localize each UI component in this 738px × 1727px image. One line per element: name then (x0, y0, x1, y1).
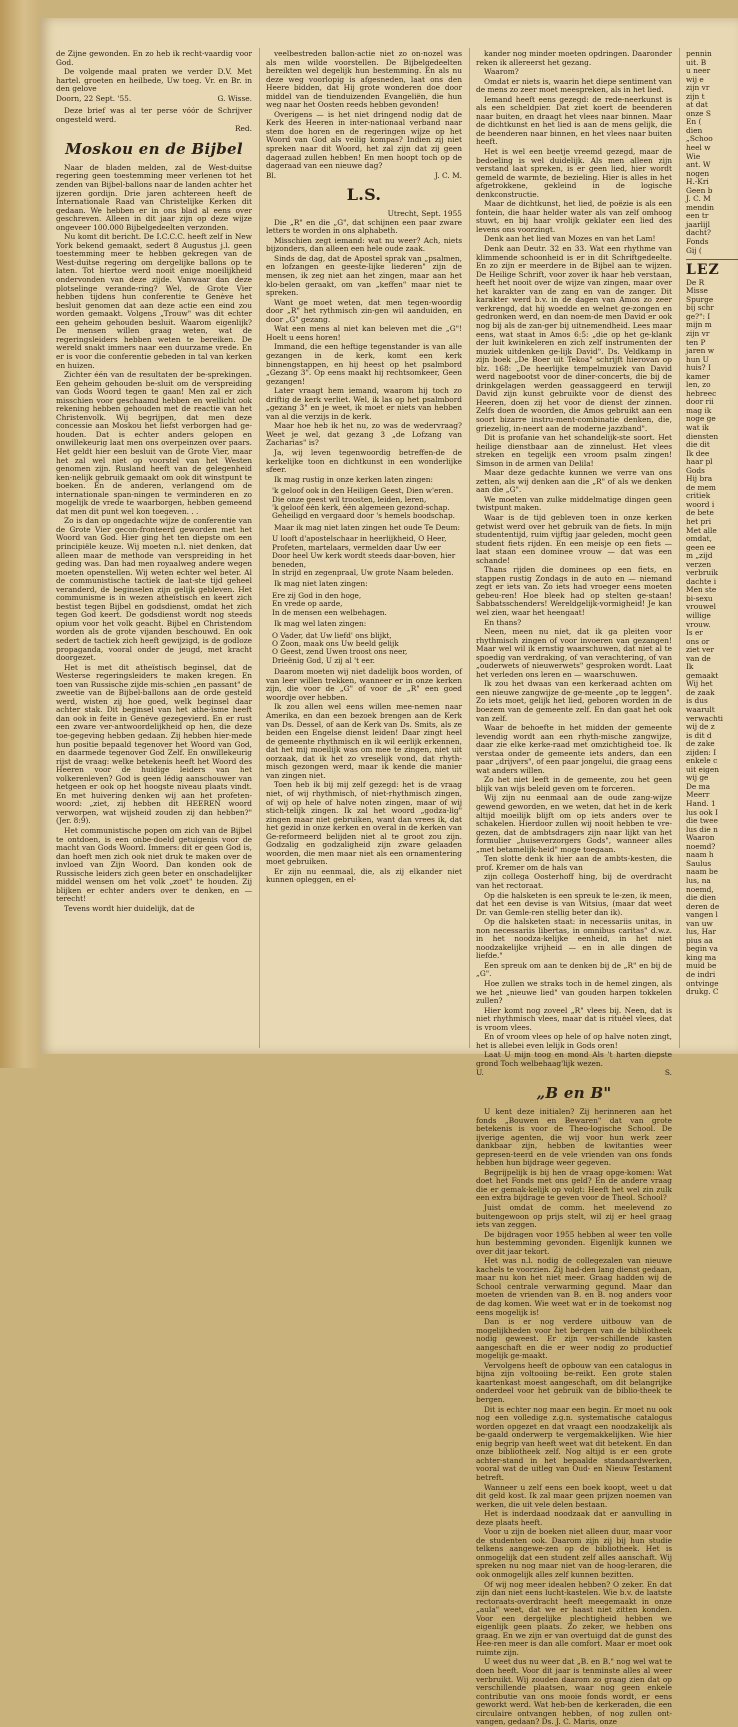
article-heading-moskou: Moskou en de Bijbel (65, 139, 243, 158)
cropped-line: bi-sexu (686, 593, 713, 603)
body-paragraph: Waarom? (484, 67, 519, 77)
article-body (266, 50, 462, 171)
article-heading-b-en-b: „B en B" (536, 1083, 612, 1102)
hymn-verse (272, 535, 462, 577)
body-paragraph: Vervolgens heeft de opbouw van een catalogus in bijna zijn voltooiing be-reikt. Een grote stalen kaartenkast moest aangeschaft, om dit belangrijke onderdeel voor het gebruik van de biblio-theek te bergen. (476, 1360, 672, 1405)
signature-line (476, 1069, 672, 1078)
article-body (56, 164, 252, 914)
verse-line: Profeten, martelaars, vermelden daar Uw eer (272, 542, 441, 552)
cropped-line: onze S (686, 108, 711, 118)
cropped-line: muid be (686, 961, 717, 971)
cropped-line: ge?": I (686, 311, 711, 321)
body-paragraph: Wanneer u zelf eens een boek koopt, weet u dat dit geld kost. Ik zal maar geen prijzen noemen van werken, die uit vele delen bestaan. (476, 1482, 672, 1509)
cropped-line: dacht? (686, 228, 711, 238)
signature-line (56, 95, 252, 104)
body-paragraph: Misschien zegt iemand: wat nu weer? Ach, niets bijzonders, dan alleen een hele oude zaak. (266, 235, 462, 254)
intro-paragraph: De volgende maal praten we verder D.V. Met hartel. groeten en heilbede, Uw toeg. Vr. en Br. in den gelove (56, 67, 252, 94)
cropped-line: Gods (686, 465, 705, 475)
cropped-line: J. C. M (686, 194, 711, 204)
cropped-line: jaarlijl (686, 219, 711, 229)
body-paragraph: Omdat er niets is, waarin het diepe sentiment van de mens zo zeer moet meespreken, als in het lied. (476, 76, 672, 95)
article-body (476, 873, 672, 1068)
signature-name: G. Wisse. (217, 93, 252, 103)
cropped-line: pennin (686, 49, 712, 58)
body-paragraph: U kent deze initialen? Zij herinneren aan het fonds „Bouwen en Bewaren" dat van grote betekenis is voor de Theo-logische School. De ijverige agenten, die wij voor hun werk zeer dankbaar zijn, hebben de kwitanties weer gepresen-teerd en de vele vrienden van ons fonds hebben hun bijdrage weer gegeven. (476, 1106, 672, 1168)
cropped-line: lus die n (686, 824, 718, 834)
cropped-line: van de (686, 653, 711, 663)
body-paragraph: Thans rijden die dominees op een fiets, en stappen rustig Zondags in de auto en — niemand zegt er iets van. Zo iets had vroeger eens moeten gebeu-ren! Hoe bleek had op stelten ge-staan! Sabbatsschenders! Wereldgelijk-vormigheid! Je kan wel zien, waar het heengaat! (476, 565, 672, 617)
dateline: Utrecht, Sept. 1955 (387, 209, 462, 219)
body-paragraph: Het was n.l. nodig de collegezalen van nieuwe kachels te voorzien. Zij had-den lang dienst gedaan, maar nu kon het niet meer. Graag hadden wij de School centrale verwarming gegund. Maar dan moeten de vrienden van B. en B. nog anders voor de dag komen. Wie weet wat er in de toekomst nog eens mogelijk is! (476, 1256, 672, 1317)
body-paragraph: Dit is profanie van het schandelijk-ste soort. Het heilige dienstbaar aan de zinnelust. Het vlees streken en tegelijk een vroom psalm zingen! Simson in de armen van Delila! (476, 433, 672, 468)
cropped-line: waarult (686, 705, 715, 715)
cropped-line: woord i (686, 499, 715, 509)
body-paragraph: Laat U mijn toog en mond Als 't harten diepste grond Toch welbehaag'lijk wezen. (476, 1050, 672, 1068)
body-paragraph: Er zijn nu eenmaal, die, als zij elkander niet kunnen opleggen, en el- (266, 866, 462, 885)
editor-signature: Red. (234, 124, 252, 134)
verse-line: 'k geloof één kerk, één algemeen gezond-schap. (272, 502, 450, 512)
body-paragraph: En of vroom vlees op hele of op halve noten zingt, het is allebei even lelijk in Gods oren! (476, 1032, 672, 1050)
hymn-verse (272, 592, 462, 617)
body-paragraph: Hier komt nog zoveel „R" vlees bij. Neen, dat is niet rhythmisch vlees, maar dat is rituëel vlees, dat is vroom vlees. (476, 1005, 672, 1032)
column-4-cropped (686, 50, 738, 1060)
body-paragraph: Het is wel een beetje vreemd gezegd, maar de bedoeling is wel duidelijk. Als men alleen zijn verstand laat spreken, is er geen lied, hier wordt gemeld de warmte, de bezieling. Hier is alles in het afgetrokkene, gekleind in de logische denkconstructie. (476, 147, 672, 199)
body-paragraph: Toen heb ik bij mij zelf gezegd: het is de vraag niet, of wij rhythmisch, of niet-rhythmisch zingen, of wij op hele of halve noten zingen, maar of wij stich-telijk zingen. Ik zal het woord „godza-lig" zingen maar niet gebruiken, want dan vrees ik, dat het gezid in onze kerken en overal in de kerken van Ge-reformeerd belijden niet al te groot zou zijn. Godzalig en godzaligheid zijn zware gelaaden woorden, die men maar niet als een ornamentering moet gebruiken. (266, 780, 462, 867)
body-paragraph: Op die halsketen staat: in necessariis unitas, in non necessariis libertas, in omnibus caritas" d.w.z. in het noodza-kelijke eenheid, in het niet noodzakelijke vrijheid — en in alle dingen de liefde." (476, 917, 672, 961)
paper-binding-edge (0, 0, 40, 1068)
body-paragraph: Denk aan Deutr. 32 en 33. Wat een rhythme van klimmende schoonheid is er in dit Schriftgedeelte. En zo zijn er meerdere in de Bijbel aan te wijzen. De Heilige Schrift, voor zover ik haar heb verstaan, heeft het nooit over de wijze van zingen, maar over het karakter van de zang en van de zanger. Dit karakter werd b.v. in de dagen van Amos zo zeer verkrengd, dat hij woedde en welnet ge-zongen en gedronken werd, en dan noem-de men David er ook nog bij als de zan-ger bij uitnemendheid. Lees maar eens, wat staat in Amos 6:5: „die op het ge-klank der luit kwinkeleren en zich zelf instrumenten der muziek uitdenken ge-lijk David". Ds. Veldkamp in zijn boek „De Boer uit Tekoa" schrijft hierovan op blz. 168: „De heerlijke tempelmuziek van David werd nagebootst voor de diner-concerts, die bij de drinkgelagen werden geassaggeerd en terwijl David zijn kunst gebruikte voor de dienst des Heeren, doen zij het voor de dienst der zinnen. Zelfs doen de woorden, die Amos gebruikt aan een soort bizarre instru-ment-combinatie denken, die, griezelig, in-neert aan de moderne jazzband". (476, 244, 672, 433)
body-paragraph: Het is inderdaad noodzaak dat er aanvulling in deze plaats heeft. (476, 1509, 672, 1527)
body-paragraph: Die „R" en die „G", dat schijnen een paar zware letters te worden in ons alphabeth. (266, 217, 462, 236)
cropped-line: u neer (686, 66, 711, 76)
body-paragraph: Tevens wordt hier duidelijk, dat de (64, 903, 195, 913)
cropped-line: De ma (686, 781, 711, 791)
body-paragraph: zijn collega Oosterhoff hing, bij de overdracht van het rectoraat. (476, 872, 672, 890)
cropped-line: zijn vr (686, 83, 710, 93)
body-paragraph: Juist omdat de comm. het meelevend zo buitengewoon op prijs stelt, wil zij er heel graag iets van zeggen. (476, 1203, 672, 1230)
cropped-line: Gij ( (686, 245, 702, 255)
cropped-line: door rii (686, 397, 714, 407)
cropped-line: is dit d (686, 730, 712, 740)
body-paragraph: Want ge moet weten, dat men tegen-woordig door „R" het rythmisch zin-gen wil aanduiden, en door „G" gezang. (266, 297, 462, 324)
body-paragraph: Overigens — is het niet dringend nodig dat de Kerk des Heeren in inter-nationaal verband naar stem doe horen en de regeringen wijze op het Woord van God als veilig kompas? Indien zij niet spreken naar dit Woord, het zal zijn dat zij geen dageraad zullen hebben! En men hoopt toch op de dageraad van een nieuwe dag? (266, 109, 462, 171)
cropped-line: is dus (686, 696, 708, 706)
verse-line: O Vader, dat Uw liefd' ons blijkt, (272, 630, 392, 640)
article-body (266, 219, 462, 484)
body-paragraph: Zichter één van de resultaten der be-sprekingen. Een geheim gehouden be-sluit om de verspreiding van Gods Woord tegen te gaan! Men zal er zich misschien voor geschaamd hebben en wellicht ook rekening hebben gehouden met de reactie van het Christenvolk. Wij begrijpen, dat men deze concessie aan Moskou het liefst verborgen had ge-houden. Dat is echter anders gelopen en onwillekeurig laat men ons overpeinzen over paars. Het geldt hier een besluit van de Grote Vier, maar het zal wel niet op voorstel van het Westen genomen zijn. Rusland heeft van de gelegenheid ken-nelijk gebruik gemaakt om ook dit winstpunt te boeken. En de anderen, verlangend om de internationale span-ningen te verminderen en zo mogelijk de vrede te waarborgen, hebben gemeend dat men dit punt wel kon toegeven. . . (56, 370, 252, 516)
body-paragraph: Ik zou allen wel eens willen mee-nemen naar Amerika, en dan een bezoek brengen aan de Kerk van Ds. Dessel, of aan de Kerk van Ds. Smits, als ze beiden een Engelse dienst leiden! Daar zingt heel de gemeente rhythmisch en ik wil eerlijk erkennen, dat het mij moeilijk was om mee te zingen, niet uit oorzaak, dat ik het zo vreselijk vond, dat rhyth-misch gezongen werd, maar ik kende die manier van zingen niet. (266, 702, 462, 780)
hymn-verse (272, 487, 462, 521)
cropped-line: vangen l (686, 910, 718, 920)
column-divider (259, 48, 260, 1048)
cropped-line: noemd? (686, 841, 716, 851)
column-divider (469, 48, 470, 1048)
cropped-line: die dien (686, 893, 717, 903)
cropped-line: gemaakt (686, 670, 719, 680)
cropped-line: noemd, (686, 884, 714, 894)
cropped-line: deren de (686, 901, 720, 911)
cropped-line: enkele c (686, 756, 718, 766)
cropped-line: critiek (686, 491, 711, 501)
body-paragraph: Waar is de tijd gebleven toen in onze kerken getwist werd over het gebruik van de fiets. In mijn studententijd, ruim vijftig jaar geleden, mocht geen student fiets rijden. En een meisje op een fiets — laat staan een dominee vrouw — dat was een schande! (476, 512, 672, 565)
column-2 (266, 50, 462, 1060)
cropped-line: Fonds (686, 237, 709, 247)
cropped-line: naam h (686, 850, 714, 860)
cropped-line: haar pl (686, 457, 713, 467)
cropped-line: nogen (686, 168, 710, 178)
cropped-line: wij de z (686, 722, 715, 732)
cropped-line: van uw (686, 918, 713, 928)
article-heading-ls: L.S. (346, 185, 382, 205)
body-paragraph: Ik mag wel laten zingen: (274, 619, 367, 629)
body-paragraph: Of wij nog meer idealen hebben? O zeker. En dat zijn dan niet eens lucht-kastelen. Wie b.v. de laatste rectoraats-overdracht heeft meegemaakt in onze „aula" weet, dat we er haast niet zitten konden. Voor een dergelijke plechtigheid hebben we eigenlijk geen plaats. Zo zeker, we hebben ons graag. En we zijn er van overtuigd dat de gunst des Hee-ren meer is dan alle comfort. Maar er moet ook ruimte zijn. (476, 1579, 672, 1657)
cropped-line: Hand. 1 (686, 799, 716, 809)
cropped-line: huis? I (686, 363, 711, 373)
cropped-line: lus, Har (686, 927, 716, 937)
body-paragraph: veelbestreden ballon-actie niet zo on-nozel was als men wilde voorstellen. De Bijbelgedeelten bereikten wel degelijk hun bestemming. En als nu deze weg voorlopig is afgesneden, laat ons den Heere bidden, dat Hij grote wonderen doe door middel van de tienduizenden Evangeliën, die hun weg naar het Oosten reeds hebben gevonden! (266, 49, 462, 110)
cropped-line: wij ge (686, 773, 709, 783)
cropped-line: begin va (686, 944, 718, 954)
cropped-line: Spurge (686, 294, 714, 304)
body-paragraph: Later vraagt hem iemand, waarom hij toch zo driftig de kerk verliet. Wel, ik las op het psalmbord „gezang 3" en je weet, ik moet er niets van hebben van al die verzijs in de kerk. (266, 386, 462, 421)
cropped-lines (686, 279, 738, 997)
body-paragraph: Maar ik mag niet laten zingen het oude Te Deum: (274, 522, 460, 532)
cropped-line: zijn t (686, 91, 705, 101)
cropped-line: mag ik (686, 405, 712, 415)
body-paragraph: Dan is er nog verdere uitbouw van de mogelijkheden voor het bergen van de bibliotheek nodig geweest. Er zijn ver-schillende kasten aangeschaft en die er weer nodig zo productief mogelijk ge-maakt. (476, 1317, 672, 1361)
body-paragraph: Maar hoe heb ik het nu, zo was de wedervraag? Weet je wel, dat gezang 3 „de Lofzang van Zacharias" is? (266, 421, 462, 448)
body-paragraph: Zo het niet leeft in de gemeente, zou het geen blijk van wijs beleid geven om te forceren. (476, 775, 672, 793)
cropped-line: Wij het (686, 679, 713, 689)
cropped-line: willige (686, 611, 711, 620)
body-paragraph: Iemand heeft eens gezegd: de rede-neerkunst is als een scheldpier. Dat ziet koert de beenderen naar buiten, en draagt het vlees naar binnen. Maar de dichtkunst en het lied is aan de mens gelijk, die de beenderen naar binnen, en het vlees naar buiten heeft. (476, 94, 672, 147)
body-paragraph: Waar de behoefte in het midden der gemeente levendig wordt aan een rhyth-mische zangwijze, daar zie elke kerke-raad met omzichtigheid toe. Ik verstaa onder de gemeente iets anders, dan een paar „drijvers", of een paar jongelui, die graag eens wat anders willen. (476, 723, 672, 775)
body-paragraph: Voor u zijn de boeken niet alleen duur, maar voor de studenten ook. Daarom zijn zij bij hun studie telkens aangewe-zen op de bibliotheek. Het is onmogelijk dat een student zelf alles aanschaft. Wij spreken nu nog maar niet van de hoog-leraren, die ook onmogelijk alles zelf kunnen bezitten. (476, 1527, 672, 1579)
verse-line: 'k geloof ook in den Heiligen Geest, Dien w'eren. (272, 486, 454, 496)
verse-line: Drieënig God, U zij al 't eer. (272, 655, 375, 665)
cropped-line: ziet ver (686, 645, 715, 655)
cropped-line: diensten (686, 431, 719, 441)
cropped-line: de zaak (686, 687, 715, 697)
cropped-line: dachte i (686, 576, 717, 586)
cropped-line: drukg. C (686, 987, 719, 997)
cropped-line: verbruik (686, 568, 718, 578)
cropped-line: Wie (686, 151, 701, 161)
cropped-line: Geen b (686, 185, 713, 195)
cropped-line: lus ook I (686, 807, 718, 817)
verse-line: Die onze geest wil troosten, leiden, leren, (272, 494, 427, 504)
initials-left: Bl. (266, 170, 277, 180)
body-paragraph: Wat een mens al niet kan beleven met die „G"! Hoelt u eens horen! (266, 324, 462, 342)
cropped-line: geen ee (686, 542, 716, 552)
verse-line: In de mensen een welbehagen. (272, 607, 387, 617)
cropped-line: Misse (686, 286, 708, 296)
cropped-line: bij schr (686, 303, 714, 313)
cropped-line: naam be (686, 867, 719, 877)
cropped-line: Men ste (686, 585, 717, 595)
editor-note: Deze brief was al ter perse vóór de Schrijver ongesteld werd. (56, 106, 252, 124)
cropped-line: mijn m (686, 320, 712, 330)
body-paragraph: Naar de bladen melden, zal de West-duitse regering geen toestemming meer verlenen tot het zenden van Bijbel-ballons naar de landen achter het ijzeren gordijn. Drie jaren achtereen heeft de Internationale Raad van Christelijke Kerken dit gedaan. We hebben er in ons blad al eens over geschreven. Alleen in dit jaar zijn op deze wijze ongeveer 100.000 Bijbelgedeelten verzonden. (56, 162, 252, 232)
cropped-line: Saulus (686, 858, 712, 868)
body-paragraph: Daarom moeten wij niet dadelijk boos worden, of van leer willen trekken, wanneer er in onze kerken zijn, die voor de „G" of voor de „R" een goed woordje over hebben. (266, 667, 462, 702)
body-paragraph: Op die halsketen is een spreuk te le-zen, ik meen, dat het een devise is van Witsius, (maar dat weet Dr. van Gemle-ren stellig beter dan ik). (476, 890, 672, 917)
body-paragraph: Maar de dichtkunst, het lied, de poëzie is als een fontein, die haar helder water als van zelf omhoog stuwt, en bij haar vrolijk geklater een lied des levens ons voorzingt. (476, 199, 672, 234)
column-3 (476, 49, 672, 1727)
column-1 (56, 50, 252, 1060)
cropped-line: En ( (686, 117, 702, 127)
cropped-line: die dit (686, 440, 710, 450)
cropped-line: de mem (686, 482, 716, 492)
cropped-lines (686, 50, 738, 255)
cropped-line: Ik (686, 662, 694, 672)
cropped-line: mendin (686, 202, 714, 212)
cropped-line: uit. B (686, 57, 707, 67)
cropped-line: Meerr (686, 790, 710, 800)
body-paragraph: Ik zou het dwaas van een kerkeraad achten om een nieuwe zangwijze de ge-meente „op te leggen". Zo iets moet, gelijk het lied, geboren worden in de boezem van de gemeente zelf. En dan gaat het ook van zelf. (476, 679, 672, 723)
cropped-line: H.-Kri (686, 177, 709, 187)
cropped-line: de zake (686, 739, 715, 749)
body-paragraph: U weet dus nu weer dat „B. en B." nog wel wat te doen heeft. Voor dit jaar is tenminste alles al weer verbruikt. Wij zouden daarom zo graag zien dat op verschillende plaatsen, waar nog geen enkele contributie van ons mooie fonds wordt, er eens geworkt werd. Wat heb-ben de kerkeraden, die een circulaire ontvangen hebben, of nog zullen ont-vangen, gedaan? Ds. J. C. Maris, onze (476, 1657, 672, 1727)
body-paragraph: En thans? (484, 617, 522, 627)
cropped-line: Hij bra (686, 474, 713, 484)
signature-place: Doorn, 22 Sept. '55. (56, 93, 132, 103)
body-paragraph: Immand, die een heftige tegenstander is van alle gezangen in de kerk, komt een kerk binnengstappen, en hij heest op het psalmbord „Gezang 3". Op eens maakt hij rechtsomkeer, Geen gezangen! (266, 342, 462, 386)
cropped-line: zijden: I (686, 747, 717, 757)
body-paragraph: Ten slotte denk ik hier aan de ambts-kesten, die prof. Kremer om de hals van (476, 854, 672, 872)
cropped-line: die twee (686, 816, 718, 826)
cropped-line: noge ge (686, 414, 716, 424)
body-paragraph: Ik mag rustig in onze kerken laten zingen: (274, 474, 433, 484)
verse-line: U looft d'apostelschaar in heerlijkheid, O Heer, (272, 534, 447, 544)
cropped-line: hebreec (686, 388, 717, 398)
section-rule (686, 259, 738, 260)
article-body (476, 1108, 672, 1727)
verse-line: Door heel Uw kerk wordt steeds daar-boven, hier beneden, (272, 551, 456, 569)
cropped-line: Is er (686, 628, 703, 638)
body-paragraph: Wij zijn nu eenmaal aan de oude zang-wijze gewend geworden, en we weten, dat het in de kerk altijd moeilijk blijft om op iets anders over te schakelen. Hierdoor zullen wij nooit hebben te vre-gezen, dat de ambtsdragers zijn naar lijkt van het formulier „huiseverzorgers Gods", wanneer alles „met betamelijk-heid" moge toegaan. (476, 793, 672, 854)
newspaper-page (40, 18, 738, 1727)
intro-paragraph: de Zijne gewonden. En zo heb ik recht-vaardig voor God. (56, 49, 252, 67)
signature-line (266, 172, 462, 181)
cropped-heading: LEZ (686, 262, 720, 279)
body-paragraph: Het communistische popen om zich van de Bijbel te ontdoen, is een onbe-doeld getuigenis voor de macht van Gods Woord. Immers: dit er geen God is, dan hoeft men zich ook niet druk te maken over de invloed van Zijn Woord. Dan konden ook de Russische leiders zich geen beter en onschadelijker middel wensen om het volk „zoet" te houden. Zij blijken er echter anders over te denken, en — terecht! (56, 826, 252, 904)
hymn-verse (272, 632, 462, 666)
cropped-line: omdat, (686, 534, 712, 544)
cropped-line: vrouwel (686, 602, 716, 612)
cropped-line: vrouw. (686, 619, 711, 629)
cropped-line: m „zijd (686, 551, 713, 561)
cropped-line: ons or (686, 636, 710, 646)
body-paragraph: kander nog minder moeten opdringen. Daaronder reken ik allereerst het gezang. (476, 49, 672, 67)
cropped-line: ant. W (686, 160, 711, 170)
verse-line: O Zoon, maak ons Uw beeld gelijk (272, 639, 399, 649)
cropped-line: at dat (686, 100, 708, 110)
cropped-line: Ik dee (686, 448, 710, 458)
body-paragraph: Hoe zullen we straks toch in de hemel zingen, als we het „nieuwe lied" van gouden harpen tokkelen zullen? (476, 978, 672, 1006)
initials-right: J. C. M. (434, 170, 462, 180)
cropped-line: ten P (686, 337, 706, 347)
cropped-line: „Schoo (686, 134, 713, 144)
cropped-line: de bete (686, 508, 714, 518)
verse-line: In strijd en zegenpraal, Uw grote Naam beleden. (272, 567, 454, 577)
body-paragraph: Ik mag niet laten zingen: (274, 579, 368, 589)
cropped-line: ontvinge (686, 978, 719, 988)
cropped-line: dien (686, 125, 703, 135)
body-paragraph: Nu komt dit bericht. De I.C.C.C. heeft zelf in New York bekend gemaakt, sedert 8 Augustus j.l. geen toestemming meer te hebben gekregen van de West-duitse regering om dergelijke ballons op te laten. Tot hiertoe werd nooit enige moeilijkheid ondervonden van deze zijde. Vanwaar dan deze plotselinge verande-ring? Wel, de Grote Vier hebben tijdens hun conferentie te Genève het besluit genomen dat aan deze actie een eind zou worden gemaakt. Volgens „Trouw" was dit echter een geheim gehouden besluit. Waarom eigenlijk? De mensen willen graag weten, wat de regeringsleiders hebben weten te bereiken. De wereld snakt immers naar een duurzame vrede. En er is voor die conferentie gebeden in tal van kerken en huizen. (56, 232, 252, 370)
cropped-line: uit eigen (686, 764, 720, 774)
body-paragraph: We moeten van zulke middelmatige dingen geen twistpunt maken. (476, 494, 672, 513)
body-paragraph: Maar deze gedachte kunnen we verre van ons zetten, als wij denken aan die „R" of als we denken aan die „G". (476, 468, 672, 495)
cropped-line: wat ik (686, 422, 709, 432)
signature-left: U. (476, 1068, 484, 1078)
signature-right: S. (664, 1068, 672, 1078)
body-paragraph: Een spreuk om aan te denken bij de „R" en bij de „G". (476, 960, 672, 979)
body-paragraph: Het is met dit atheïstisch beginsel, dat de Westerse regeringsleiders te maken kregen. En toen van Russische zijde mis-schien „en passant" de zweetie van de Bijbel-ballons aan de orde gesteld werd, wisten zij hoe goed, welk beginsel daar achter stak. Dit beginsel van het athe-ïsme heeft dan ook in feite in Genève gezegevierd. En er rust een zware ver-antwoordelijkheid op hen, die deze toe-gegeving hebben gedaan. Zij hebben hier-mede hun positie bepaald tegenover het Woord van God, en daarmede tegenover God Zelf. En onwillekeurig rijst de vraag: welke betekenis heeft het Woord des Heeren voor de huidige leiders van het volkerenleven? God is geen lédig aanschouwer van hetgeen er ook op het hoogste niveau plaats vindt. En met huivering denken wij aan het profeten-woord: „ziet, zij hebben dit HEEREN woord verworpen, wat wijsheid zouden zij dan hebben?" (Jer. 8:9). (56, 662, 252, 826)
cropped-line: Met alle (686, 525, 717, 535)
body-paragraph: Denk aan het lied van Mozes en van het Lam! (484, 234, 656, 244)
cropped-line: kamer (686, 371, 710, 381)
cropped-line: een tr (686, 211, 709, 221)
verse-line: En vrede op aarde, (272, 599, 343, 609)
cropped-line: lus, na (686, 875, 711, 885)
body-paragraph: Sinds de dag, dat de Apostel sprak van „psalmen, en lofzangen en geeste-lijke liederen" zijn de mensen, ik zeg niet aan het zingen, maar aan het klo-belen geraakt, om van „keffen" maar niet te spreken. (266, 253, 462, 298)
body-paragraph: Neen, meen nu niet, dat ik ga pleiten voor rhythmisch zingen of voor invoeren van gezangen! Maar wel wil ik ernstig waarschuwen, dat niet al te spoedig van verdraking, of van verachtering, of van „ouderwets of nieuwerwets" gesproken wordt. Laat het verleden ons leren en — waarschuwen. (476, 627, 672, 679)
cropped-line: zijn vr (686, 328, 710, 338)
cropped-line: pius aa (686, 935, 713, 945)
column-divider (679, 48, 680, 1048)
cropped-line: len, zo (686, 380, 711, 390)
cropped-line: de indri (686, 969, 716, 979)
cropped-line: heel w (686, 143, 711, 153)
article-body (266, 668, 462, 885)
body-paragraph: Zo is dan op ongedachte wijze de conferentie van de Grote Vier gecon-fronteerd geworden met het Woord van God. Hier ging het ten diepste om een principiële keuze. Wij moeten n.l. niet denken, dat alleen maar de methode van verspreiding in het geding was. Dan had men royaalweg andere wegen moeten openstellen. Wij weten echter wel beter. Al de communistische tactiek de laat-ste tijd geheel veranderd, de beginselen zijn gelijk gebleven. Het communisme is in wezen atheïstisch en keert zich bestist tegen Bijbel en godsdienst, omdat het zich tegen God keert. De godsdienst wordt nog steeds opium voor het volk geacht. Bijbel en Christendom worden als de grote vijanden beschouwd. En ook sedert de tactiek zich heeft gewijzigd, is de godloze propaganda, vooral onder de jeugd, met kracht doorgezet. (56, 516, 252, 663)
cropped-line: verzen (686, 559, 712, 569)
cropped-line: verwachti (686, 713, 724, 723)
cropped-line: het pri (686, 516, 712, 526)
cropped-line: king ma (686, 952, 717, 962)
verse-line: O Geest, zend Uwen troost ons neer, (272, 647, 408, 657)
cropped-line: Waaron (686, 833, 715, 843)
cropped-line: wij e (686, 74, 704, 84)
cropped-line: jaren w (686, 346, 715, 356)
cropped-line: De R (686, 277, 705, 287)
body-paragraph: Ja, wij leven tegenwoordig betreffen-de de kerkelijke toon en dichtkunst in een wonderlijke sfeer. (266, 447, 462, 475)
body-paragraph: Begrijpelijk is bij hen de vraag opge-komen: Wat doet het Fonds met ons geld? En de andere vraag die er gemak-kelijk op volgt: Heeft het wel zin zulk een extra bijdrage te geven voor de Theol. School? (476, 1167, 672, 1203)
cropped-line: hun U (686, 354, 709, 364)
body-paragraph: Dit is echter nog maar een begin. Er moet nu ook nog een volledige z.g.n. systematische catalogus worden opgezet en dat vraagt een noodzakelijk als be-gaald onderwerp te vergemakkelijken. Wie hier enig begrip van heeft weet wat dit betekent. En dan onze bibliotheek zelf. Nog altijd is er een grote achter-stand in het bepaalde standaardwerken, vooral wat de uitleg van Oud- en Nieuw Testament betreft. (476, 1404, 672, 1482)
verse-line: Geheiligd en vergaard door 's hemels boodschap. (272, 511, 455, 521)
verse-line: Ere zij God in den hoge, (272, 590, 362, 600)
body-paragraph: De bijdragen voor 1955 hebben al weer ten volle hun bestemming gevonden. Eigenlijk kunnen we over dit jaar tekort. (476, 1229, 672, 1256)
article-body (476, 50, 672, 872)
